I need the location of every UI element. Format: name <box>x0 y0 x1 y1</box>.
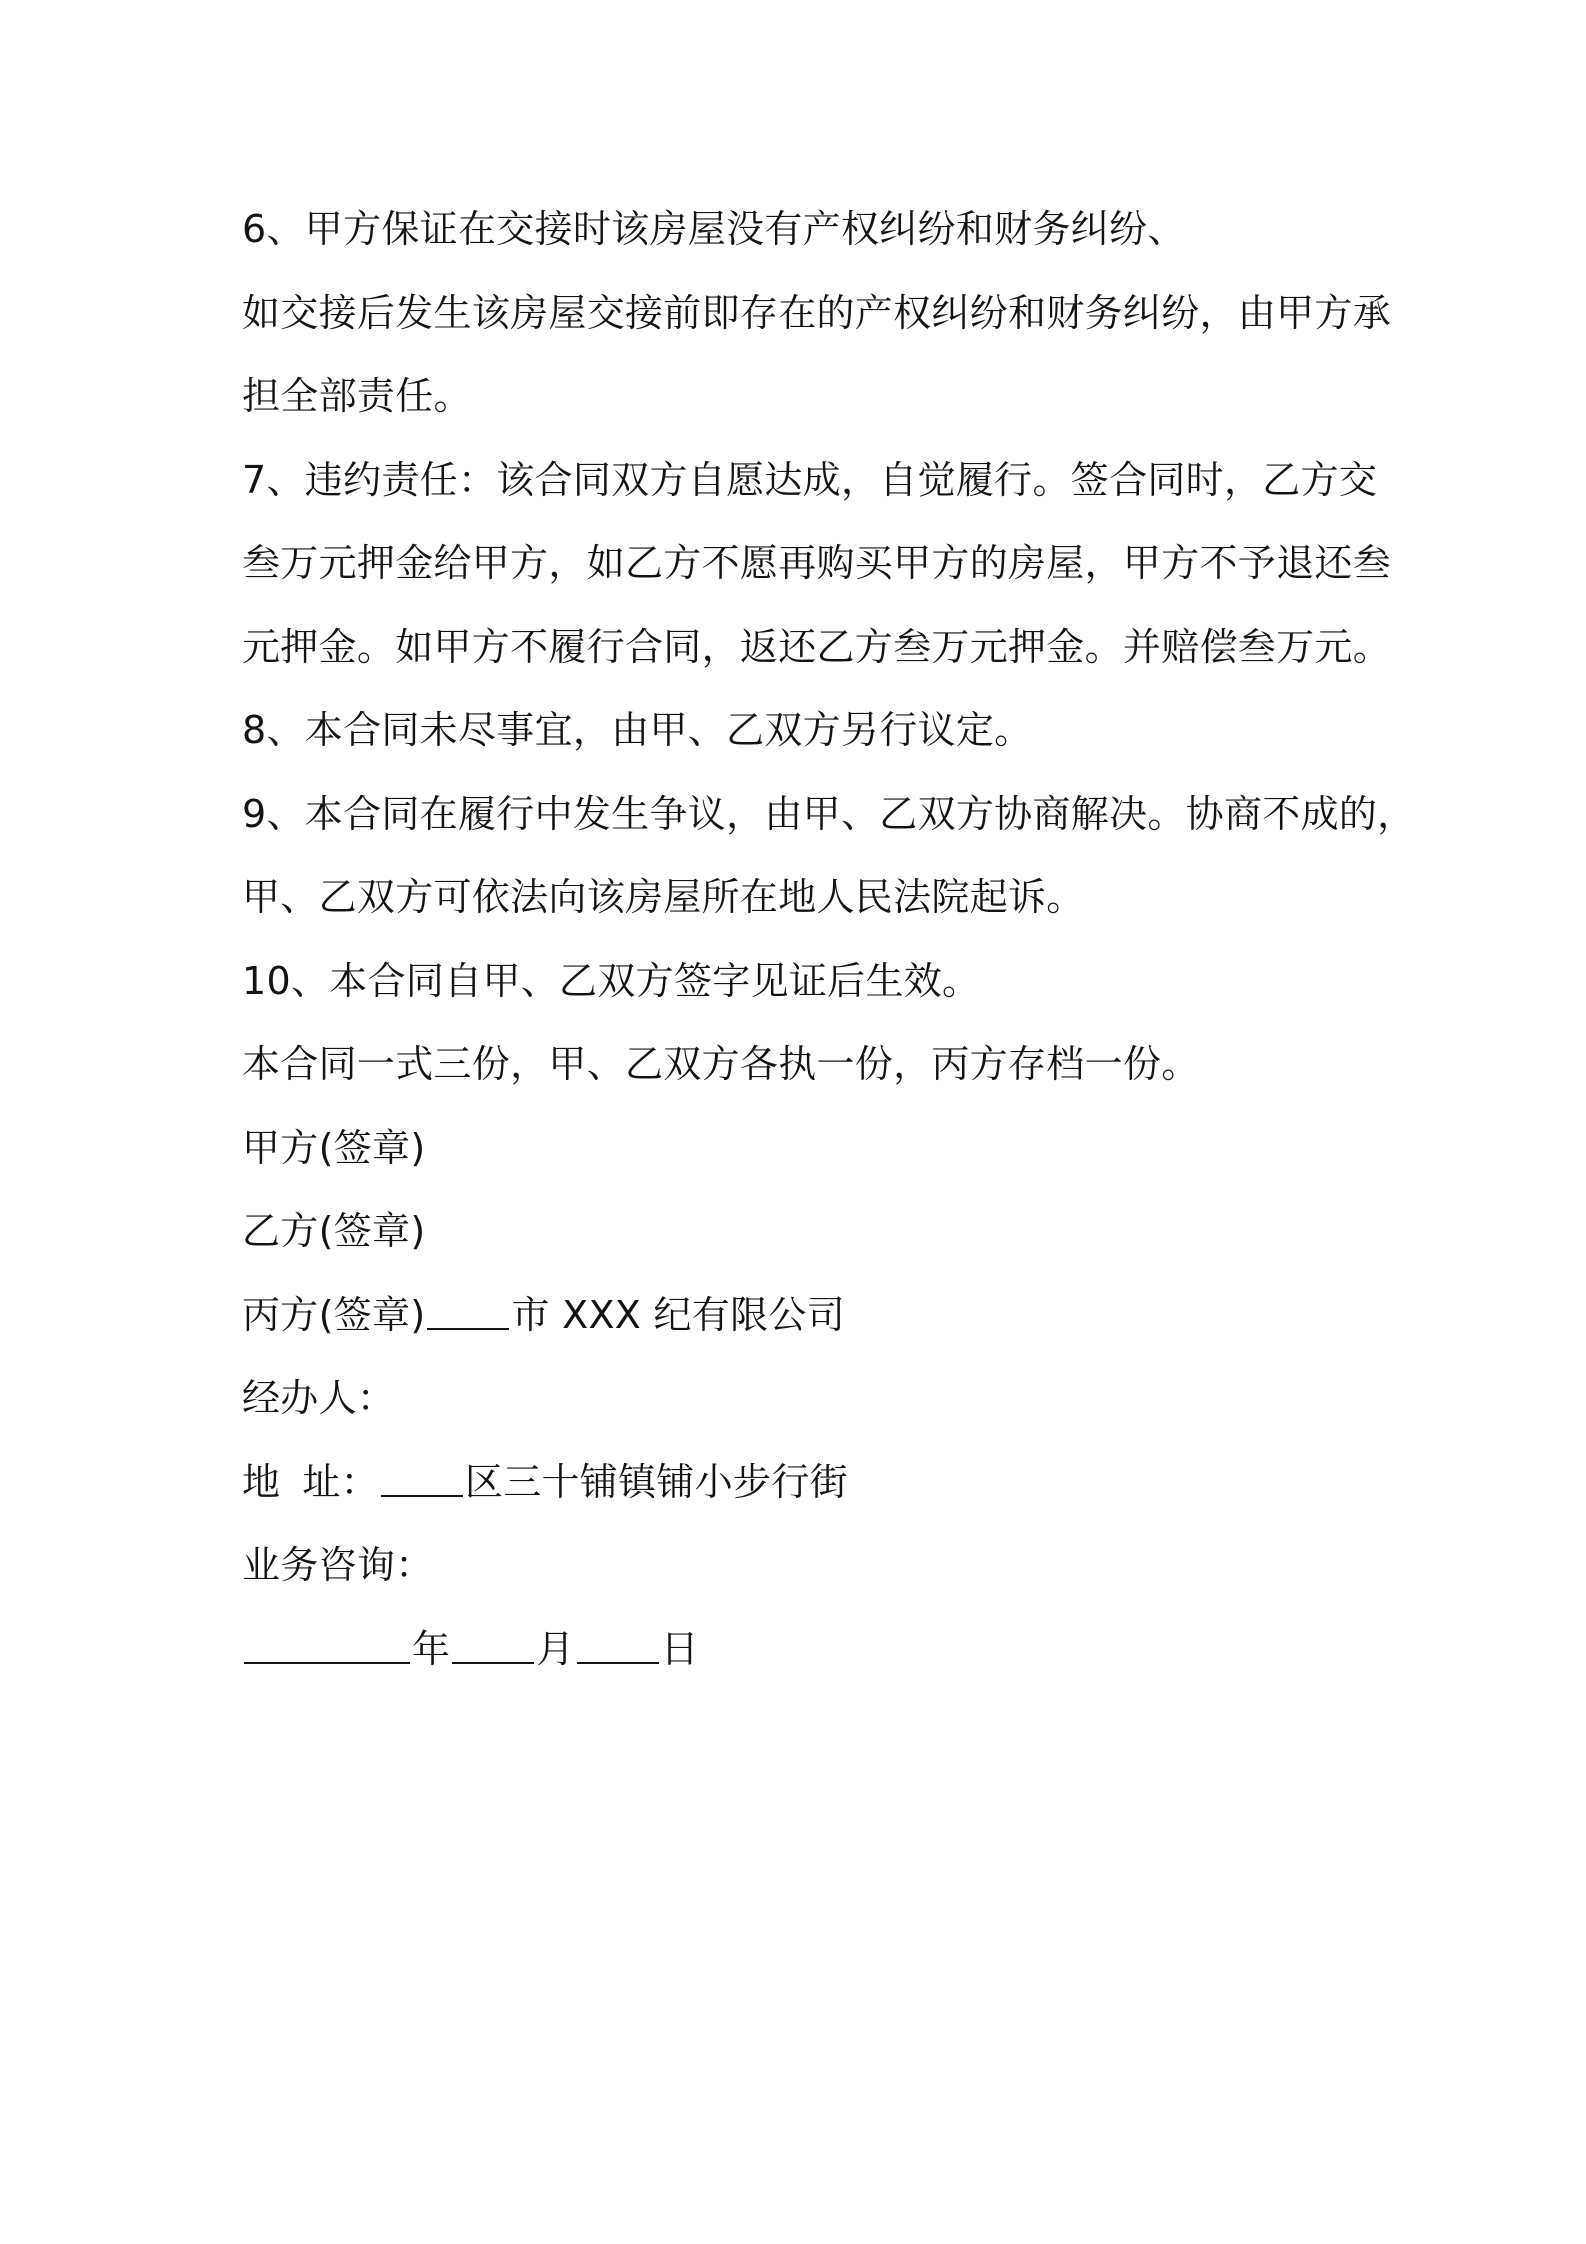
date-line <box>242 1619 699 1679</box>
year-blank <box>244 1628 410 1664</box>
clause-6-line-1: 6、甲方保证在交接时该房屋没有产权纠纷和财务纠纷、 <box>242 207 1186 251</box>
address-label-char-2: 址： <box>302 1460 379 1504</box>
district-blank <box>381 1461 463 1497</box>
party-c-label: 丙方(签章) <box>242 1293 426 1337</box>
address-line <box>242 1452 848 1512</box>
clause-7-line-2: 叁万元押金给甲方，如乙方不愿再购买甲方的房屋，甲方不予退还叁 <box>242 541 1392 585</box>
date-year-label: 年 <box>412 1627 451 1671</box>
clause-7-line-1: 7、违约责任：该合同双方自愿达成，自觉履行。签合同时，乙方交 <box>242 458 1378 502</box>
date-month-label: 月 <box>536 1627 575 1671</box>
date-day-label: 日 <box>660 1627 699 1671</box>
month-blank <box>452 1628 534 1664</box>
clause-6-line-2: 如交接后发生该房屋交接前即存在的产权纠纷和财务纠纷，由甲方承 <box>242 291 1392 335</box>
day-blank <box>577 1628 659 1664</box>
party-a-signature: 甲方(签章) <box>242 1126 426 1170</box>
clause-8: 8、本合同未尽事宜，由甲、乙双方另行议定。 <box>242 708 1033 752</box>
address-value: 区三十铺镇铺小步行街 <box>464 1460 848 1504</box>
clause-9-line-1: 9、本合同在履行中发生争议，由甲、乙双方协商解决。协商不成的， <box>242 792 1416 836</box>
party-b-signature: 乙方(签章) <box>242 1209 426 1253</box>
party-c-signature <box>242 1285 845 1345</box>
clause-6-line-3: 担全部责任。 <box>242 374 472 418</box>
party-c-company: 市 XXX 纪有限公司 <box>511 1293 846 1337</box>
city-blank <box>427 1294 509 1330</box>
consult-line: 业务咨询： <box>242 1543 434 1587</box>
clause-7-line-3: 元押金。如甲方不履行合同，返还乙方叁万元押金。并赔偿叁万元。 <box>242 625 1392 669</box>
clause-9-line-2: 甲、乙双方可依法向该房屋所在地人民法院起诉。 <box>242 875 1085 919</box>
copies-statement: 本合同一式三份，甲、乙双方各执一份，丙方存档一份。 <box>242 1042 1200 1086</box>
handler-line: 经办人： <box>242 1376 396 1420</box>
clause-10: 10、本合同自甲、乙双方签字见证后生效。 <box>242 959 981 1003</box>
address-label-char-1: 地 <box>242 1460 281 1504</box>
